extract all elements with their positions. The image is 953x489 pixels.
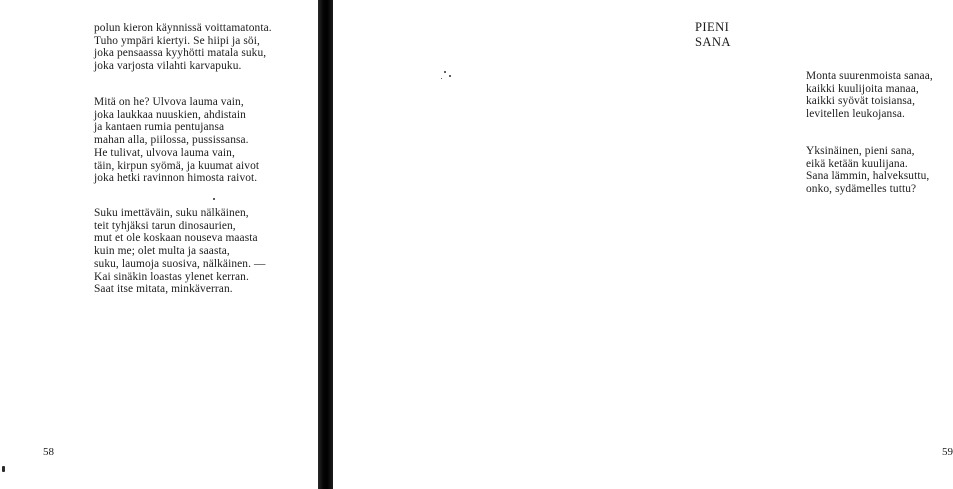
poem-line: kaikki kuulijoita manaa,	[806, 82, 919, 95]
poem-line: mut et ole koskaan nouseva maasta	[94, 232, 258, 245]
poem-line: mahan alla, piilossa, pussissansa.	[94, 134, 249, 147]
stanza-5	[806, 145, 929, 196]
book-gutter	[318, 0, 333, 489]
poem-line: Yksinäinen, pieni sana,	[806, 145, 915, 157]
poem-line: joka laukkaa nuuskien, ahdistain	[94, 108, 246, 121]
page-number-right: 59	[942, 446, 953, 458]
poem-line: Suku imettäväin, suku nälkäinen,	[94, 207, 249, 219]
poem-line: joka hetki ravinnon himosta raivot.	[94, 172, 258, 185]
print-speck	[2, 466, 5, 472]
poem-line: Monta suurenmoista sanaa,	[806, 70, 933, 82]
page-number-left: 58	[43, 446, 54, 458]
poem-line: täin, kirpun syömä, ja kuumat aivot	[94, 159, 260, 172]
poem-title: PIENI SANA	[695, 20, 731, 49]
poem-line: ja kantaen rumia pentujansa	[94, 121, 225, 134]
poem-line: eikä ketään kuulijana.	[806, 157, 908, 170]
left-page	[0, 0, 318, 489]
poem-line: Kai sinäkin loastas ylenet kerran.	[94, 270, 249, 283]
poem-line: He tulivat, ulvova lauma vain,	[94, 146, 235, 159]
poem-line: joka pensaassa kyyhötti matala suku,	[94, 47, 267, 60]
poem-line: Mitä on he? Ulvova lauma vain,	[94, 96, 244, 108]
poem-line: polun kieron käynnissä voittamatonta.	[94, 22, 272, 34]
print-speck	[441, 78, 442, 79]
print-speck	[213, 198, 215, 200]
poem-line: joka varjosta vilahti karvapuku.	[94, 60, 242, 73]
poem-line: teit tyhjäksi tarun dinosaurien,	[94, 219, 236, 232]
stanza-2	[94, 96, 259, 185]
poem-line: suku, laumoja suosiva, nälkäinen. —	[94, 257, 266, 270]
stanza-1	[94, 22, 272, 73]
poem-line: onko, sydämelles tuttu?	[806, 183, 917, 196]
poem-line: levitellen leukojansa.	[806, 108, 905, 121]
poem-line: Saat itse mitata, minkäverran.	[94, 283, 233, 296]
print-speck	[449, 75, 451, 77]
poem-line: kuin me; olet multa ja saasta,	[94, 245, 230, 258]
stanza-3	[94, 207, 265, 296]
poem-line: Tuho ympäri kiertyi. Se hiipi ja söi,	[94, 34, 260, 47]
right-page	[333, 0, 953, 489]
stanza-4	[806, 70, 933, 121]
poem-line: kaikki syövät toisiansa,	[806, 95, 916, 108]
poem-line: Sana lämmin, halveksuttu,	[806, 170, 930, 183]
print-speck	[444, 71, 446, 73]
